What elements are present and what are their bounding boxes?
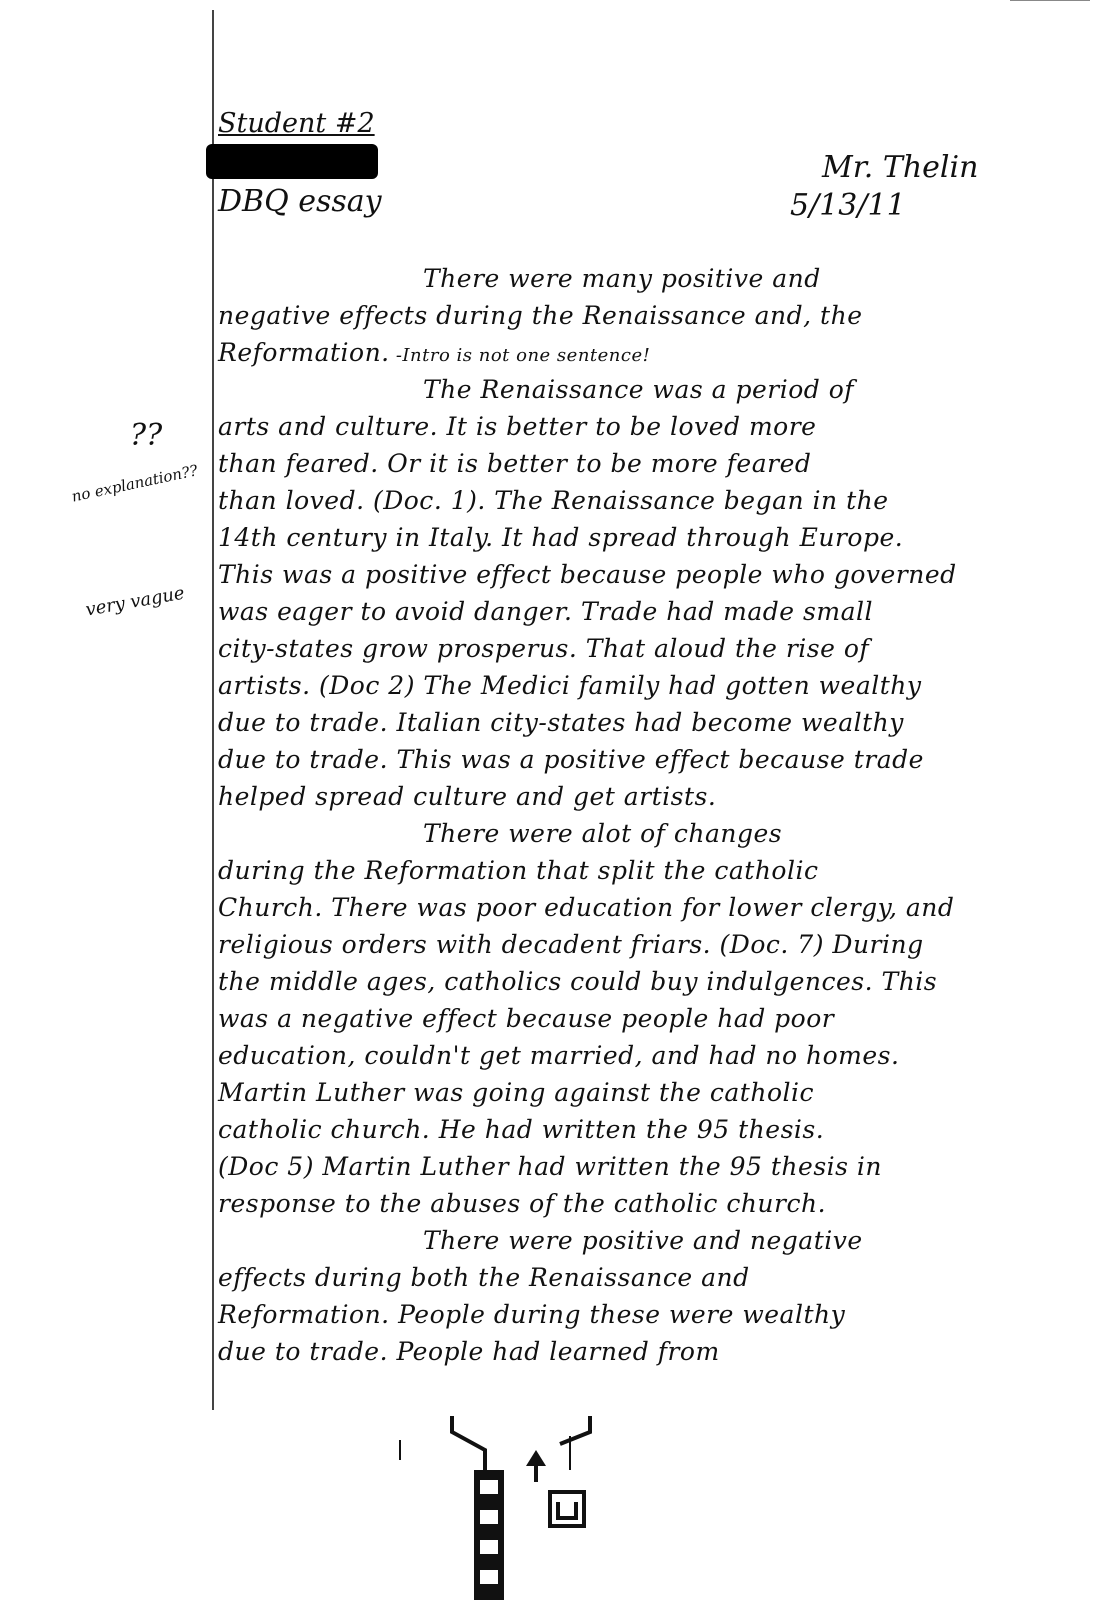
essay-line-text: due to trade. People had learned from (218, 1337, 720, 1366)
essay-line-text: was a negative effect because people had poor (218, 1004, 835, 1033)
essay-line-text: There were positive and negative (423, 1226, 863, 1255)
essay-body (218, 260, 1038, 1370)
essay-line (218, 593, 1038, 630)
margin-note-very-vague: very vague (84, 582, 187, 621)
essay-line (218, 1296, 1038, 1333)
essay-line (218, 519, 1038, 556)
essay-line (218, 1148, 1038, 1185)
margin-note-no-explanation: no explanation?? (70, 461, 200, 506)
essay-line-text: There were many positive and (423, 264, 821, 293)
essay-line (218, 1000, 1038, 1037)
essay-line-text: Reformation. (218, 338, 390, 367)
essay-line (218, 482, 1038, 519)
margin-note-question: ?? (130, 418, 163, 453)
essay-line (218, 1074, 1038, 1111)
essay-line-text: 14th century in Italy. It had spread through Europe. (218, 523, 904, 552)
essay-line-text: due to trade. Italian city-states had become wealthy (218, 708, 904, 737)
essay-line-text: than feared. Or it is better to be more feared (218, 449, 812, 478)
essay-line (218, 704, 1038, 741)
margin-line (212, 10, 214, 1410)
essay-line-text: This was a positive effect because people who governed (218, 560, 957, 589)
student-label: Student #2 (218, 108, 375, 139)
essay-line (218, 334, 1038, 371)
essay-line (218, 445, 1038, 482)
essay-line-text: negative effects during the Renaissance and, the (218, 301, 863, 330)
essay-line (218, 815, 1038, 852)
essay-line-text: than loved. (Doc. 1). The Renaissance began in the (218, 486, 889, 515)
essay-line-text: the middle ages, catholics could buy indulgences. This (218, 967, 938, 996)
essay-line (218, 1111, 1038, 1148)
essay-line (218, 371, 1038, 408)
assignment-title: DBQ essay (218, 184, 382, 219)
essay-line (218, 963, 1038, 1000)
essay-line (218, 408, 1038, 445)
essay-line-text: arts and culture. It is better to be loved more (218, 412, 817, 441)
essay-line-text: was eager to avoid danger. Trade had made small (218, 597, 873, 626)
essay-line-text: Reformation. People during these were wealthy (218, 1300, 846, 1329)
essay-date: 5/13/11 (790, 188, 906, 223)
essay-line-text: artists. (Doc 2) The Medici family had gotten wealthy (218, 671, 922, 700)
essay-line (218, 1333, 1038, 1370)
essay-line-text: response to the abuses of the catholic church. (218, 1189, 827, 1218)
essay-line (218, 926, 1038, 963)
essay-line-text: due to trade. This was a positive effect because trade (218, 745, 924, 774)
essay-line (218, 630, 1038, 667)
essay-line (218, 778, 1038, 815)
essay-line (218, 889, 1038, 926)
essay-line (218, 1037, 1038, 1074)
essay-line-text: effects during both the Renaissance and (218, 1263, 750, 1292)
scan-edge-mark (1010, 0, 1090, 11)
essay-line-text: The Renaissance was a period of (423, 375, 855, 404)
essay-line-text: education, couldn't get married, and had no homes. (218, 1041, 900, 1070)
essay-line-text: (Doc 5) Martin Luther had written the 95 thesis in (218, 1152, 883, 1181)
essay-line-text: Martin Luther was going against the catholic (218, 1078, 814, 1107)
essay-line (218, 297, 1038, 334)
teacher-name: Mr. Thelin (822, 150, 979, 185)
redacted-name (206, 144, 378, 179)
essay-line (218, 1185, 1038, 1222)
essay-line (218, 667, 1038, 704)
film-strip-graphic (390, 1410, 610, 1600)
essay-line (218, 556, 1038, 593)
essay-line-text: during the Reformation that split the catholic (218, 856, 819, 885)
essay-line-text: Church. There was poor education for lower clergy, and (218, 893, 955, 922)
essay-line-text: There were alot of changes (423, 819, 783, 848)
essay-line-text: city-states grow prosperus. That aloud the rise of (218, 634, 870, 663)
essay-line (218, 1222, 1038, 1259)
essay-line-text: catholic church. He had written the 95 thesis. (218, 1115, 825, 1144)
essay-line-text: helped spread culture and get artists. (218, 782, 717, 811)
essay-line (218, 1259, 1038, 1296)
essay-line (218, 741, 1038, 778)
essay-line (218, 852, 1038, 889)
teacher-comment: -Intro is not one sentence! (389, 345, 651, 366)
essay-line-text: religious orders with decadent friars. (Doc. 7) During (218, 930, 924, 959)
essay-line (218, 260, 1038, 297)
